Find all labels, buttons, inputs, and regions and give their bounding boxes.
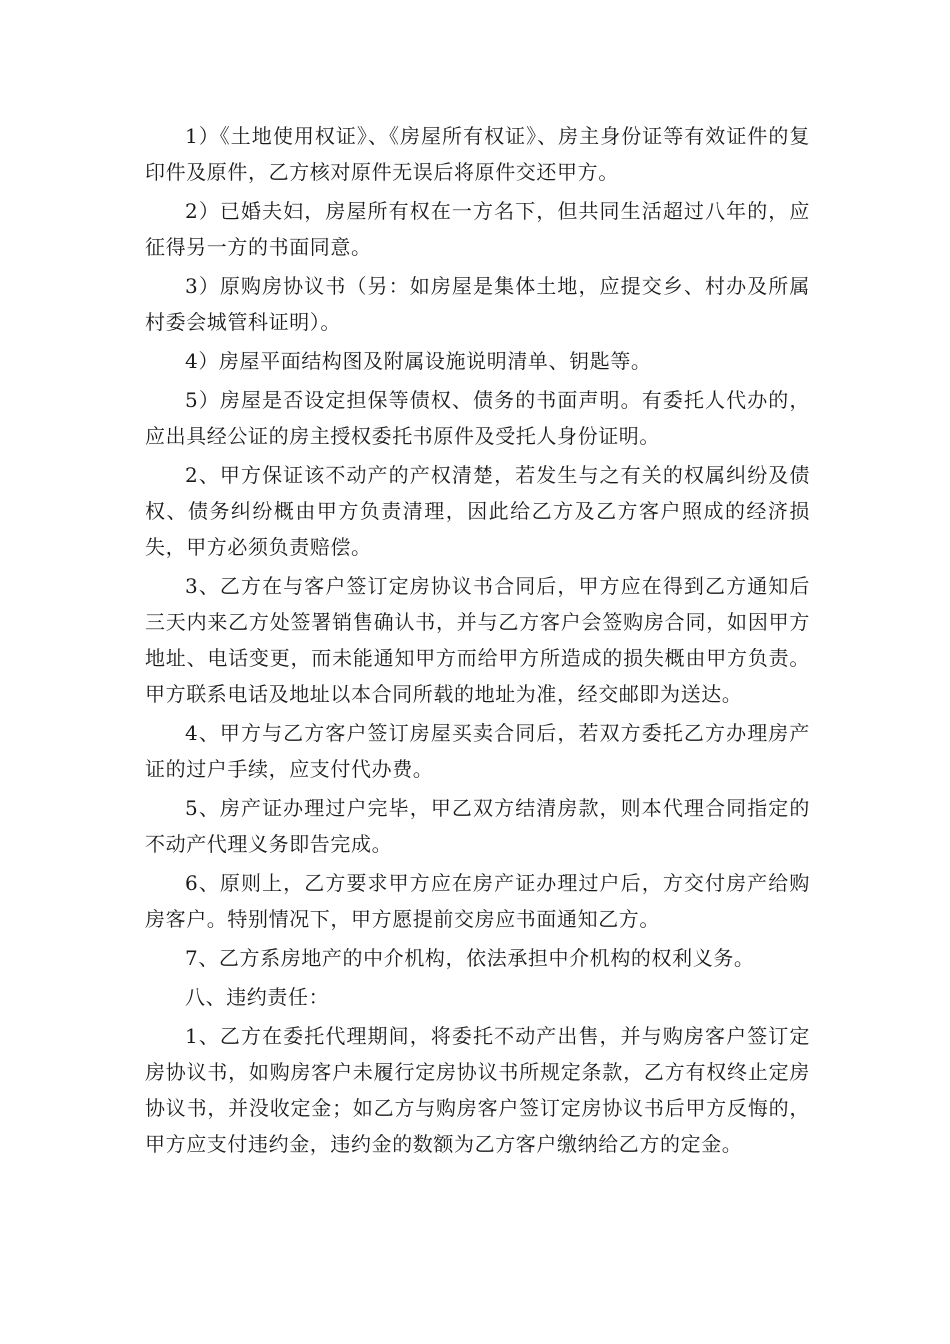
paragraph-item-5-guarantee-statement: 5）房屋是否设定担保等债权、债务的书面声明。有委托人代办的，应出具经公证的房主授权委托书原件及受托人身份证明。 (145, 388, 810, 448)
paragraph-item-1-documents: 1）《土地使用权证》、《房屋所有权证》、房主身份证等有效证件的复印件及原件，乙方核对原件无误后将原件交还甲方。 (145, 124, 810, 184)
paragraph-clause-4-transfer-fee: 4、甲方与乙方客户签订房屋买卖合同后，若双方委托乙方办理房产证的过户手续，应支付代办费。 (145, 721, 810, 781)
paragraph-clause-3-sales-confirmation: 3、乙方在与客户签订定房协议书合同后，甲方应在得到乙方通知后三天内来乙方处签署销售确认书，并与乙方客户会签购房合同，如因甲方地址、电话变更，而未能通知甲方而给甲方所造成的损失概由甲方负责。甲方联系电话及地址以本合同所载的地址为准，经交邮即为送达。 (145, 574, 810, 706)
paragraph-item-2-married-couple: 2）已婚夫妇，房屋所有权在一方名下，但共同生活超过八年的，应征得另一方的书面同意。 (145, 199, 810, 259)
paragraph-clause-2-title-guarantee: 2、甲方保证该不动产的产权清楚，若发生与之有关的权属纠纷及债权、债务纠纷概由甲方负责清理，因此给乙方及乙方客户照成的经济损失，甲方必须负责赔偿。 (145, 463, 810, 559)
paragraph-item-3-purchase-agreement: 3）原购房协议书（另：如房屋是集体土地，应提交乡、村办及所属村委会城管科证明）。 (145, 274, 810, 334)
section-heading-breach-liability: 八、违约责任： (185, 985, 330, 1009)
paragraph-clause-5-completion: 5、房产证办理过户完毕，甲乙双方结清房款，则本代理合同指定的不动产代理义务即告完成。 (145, 796, 810, 856)
paragraph-clause-6-delivery: 6、原则上，乙方要求甲方应在房产证办理过户后，方交付房产给购房客户。特别情况下，甲方愿提前交房应书面通知乙方。 (145, 871, 810, 931)
document-body (145, 118, 810, 1165)
paragraph-clause-7-agency-duties: 7、乙方系房地产的中介机构，依法承担中介机构的权利义务。 (185, 946, 755, 970)
paragraph-item-4-floor-plan: 4）房屋平面结构图及附属设施说明清单、钥匙等。 (185, 349, 652, 373)
paragraph-breach-clause-1: 1、乙方在委托代理期间，将委托不动产出售，并与购房客户签订定房协议书，如购房客户未履行定房协议书所规定条款，乙方有权终止定房协议书，并没收定金；如乙方与购房客户签订定房协议书后甲方反悔的，甲方应支付违约金，违约金的数额为乙方客户缴纳给乙方的定金。 (145, 1024, 810, 1156)
